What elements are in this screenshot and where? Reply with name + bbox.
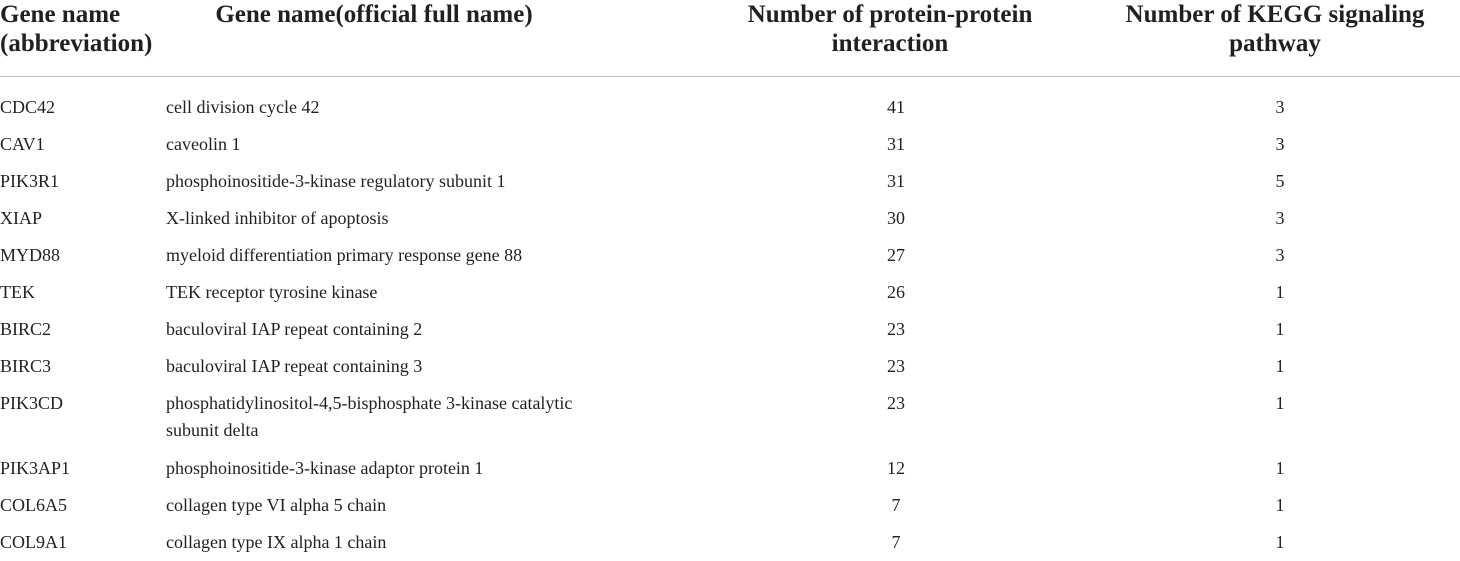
cell-ppi: 31 bbox=[887, 134, 905, 154]
cell-ppi: 27 bbox=[887, 245, 905, 265]
cell-abbreviation: CAV1 bbox=[0, 134, 45, 154]
header-ppi-count: Number of protein-protein interaction bbox=[747, 1, 1033, 57]
cell-ppi: 41 bbox=[887, 97, 905, 117]
cell-ppi: 30 bbox=[887, 208, 905, 228]
table-row bbox=[0, 524, 1460, 561]
cell-kegg: 3 bbox=[1275, 134, 1285, 154]
cell-kegg: 1 bbox=[1275, 495, 1285, 515]
cell-kegg: 3 bbox=[1275, 245, 1285, 265]
cell-kegg: 5 bbox=[1275, 171, 1285, 191]
cell-full-name: caveolin 1 bbox=[166, 134, 241, 154]
table-row bbox=[0, 89, 1460, 126]
header-gene-abbreviation: Gene name (abbreviation) bbox=[0, 1, 153, 57]
cell-abbreviation: CDC42 bbox=[0, 97, 56, 117]
cell-ppi: 7 bbox=[891, 495, 901, 515]
cell-abbreviation: PIK3R1 bbox=[0, 171, 60, 191]
cell-kegg: 1 bbox=[1275, 356, 1285, 376]
cell-abbreviation: BIRC2 bbox=[0, 319, 52, 339]
cell-full-name: phosphatidylinositol-4,5-bisphosphate 3-kinase catalytic subunit delta bbox=[166, 393, 573, 440]
cell-ppi: 23 bbox=[887, 393, 905, 413]
cell-full-name: collagen type VI alpha 5 chain bbox=[166, 495, 387, 515]
cell-abbreviation: PIK3AP1 bbox=[0, 458, 71, 478]
cell-full-name: cell division cycle 42 bbox=[166, 97, 320, 117]
cell-full-name: baculoviral IAP repeat containing 2 bbox=[166, 319, 423, 339]
table-row bbox=[0, 200, 1460, 237]
cell-full-name: baculoviral IAP repeat containing 3 bbox=[166, 356, 423, 376]
table-row bbox=[0, 237, 1460, 274]
cell-kegg: 1 bbox=[1275, 282, 1285, 302]
header-kegg-count: Number of KEGG signaling pathway bbox=[1125, 1, 1425, 57]
cell-kegg: 3 bbox=[1275, 208, 1285, 228]
cell-full-name: collagen type IX alpha 1 chain bbox=[166, 532, 387, 552]
cell-abbreviation: TEK bbox=[0, 282, 35, 302]
table-row bbox=[0, 274, 1460, 311]
cell-abbreviation: BIRC3 bbox=[0, 356, 52, 376]
table-body bbox=[0, 89, 1460, 561]
table-row bbox=[0, 487, 1460, 524]
cell-abbreviation: COL9A1 bbox=[0, 532, 67, 552]
table-row bbox=[0, 163, 1460, 200]
cell-full-name: X-linked inhibitor of apoptosis bbox=[166, 208, 389, 228]
cell-ppi: 7 bbox=[891, 532, 901, 552]
cell-kegg: 1 bbox=[1275, 532, 1285, 552]
cell-ppi: 12 bbox=[887, 458, 905, 478]
cell-abbreviation: MYD88 bbox=[0, 245, 61, 265]
cell-full-name: TEK receptor tyrosine kinase bbox=[166, 282, 378, 302]
cell-ppi: 26 bbox=[887, 282, 905, 302]
cell-ppi: 23 bbox=[887, 319, 905, 339]
cell-abbreviation: COL6A5 bbox=[0, 495, 67, 515]
cell-abbreviation: PIK3CD bbox=[0, 393, 64, 413]
table-row bbox=[0, 126, 1460, 163]
table-row bbox=[0, 385, 1460, 450]
cell-kegg: 1 bbox=[1275, 393, 1285, 413]
table-row bbox=[0, 311, 1460, 348]
cell-kegg: 1 bbox=[1275, 319, 1285, 339]
cell-ppi: 23 bbox=[887, 356, 905, 376]
cell-full-name: myeloid differentiation primary response gene 88 bbox=[166, 245, 523, 265]
table-row bbox=[0, 450, 1460, 487]
cell-full-name: phosphoinositide-3-kinase regulatory subunit 1 bbox=[166, 171, 506, 191]
table-row bbox=[0, 348, 1460, 385]
cell-kegg: 3 bbox=[1275, 97, 1285, 117]
cell-kegg: 1 bbox=[1275, 458, 1285, 478]
cell-ppi: 31 bbox=[887, 171, 905, 191]
header-gene-full-name: Gene name(official full name) bbox=[215, 1, 533, 28]
cell-abbreviation: XIAP bbox=[0, 208, 43, 228]
cell-full-name: phosphoinositide-3-kinase adaptor protein 1 bbox=[166, 458, 484, 478]
table-header bbox=[0, 0, 1460, 77]
